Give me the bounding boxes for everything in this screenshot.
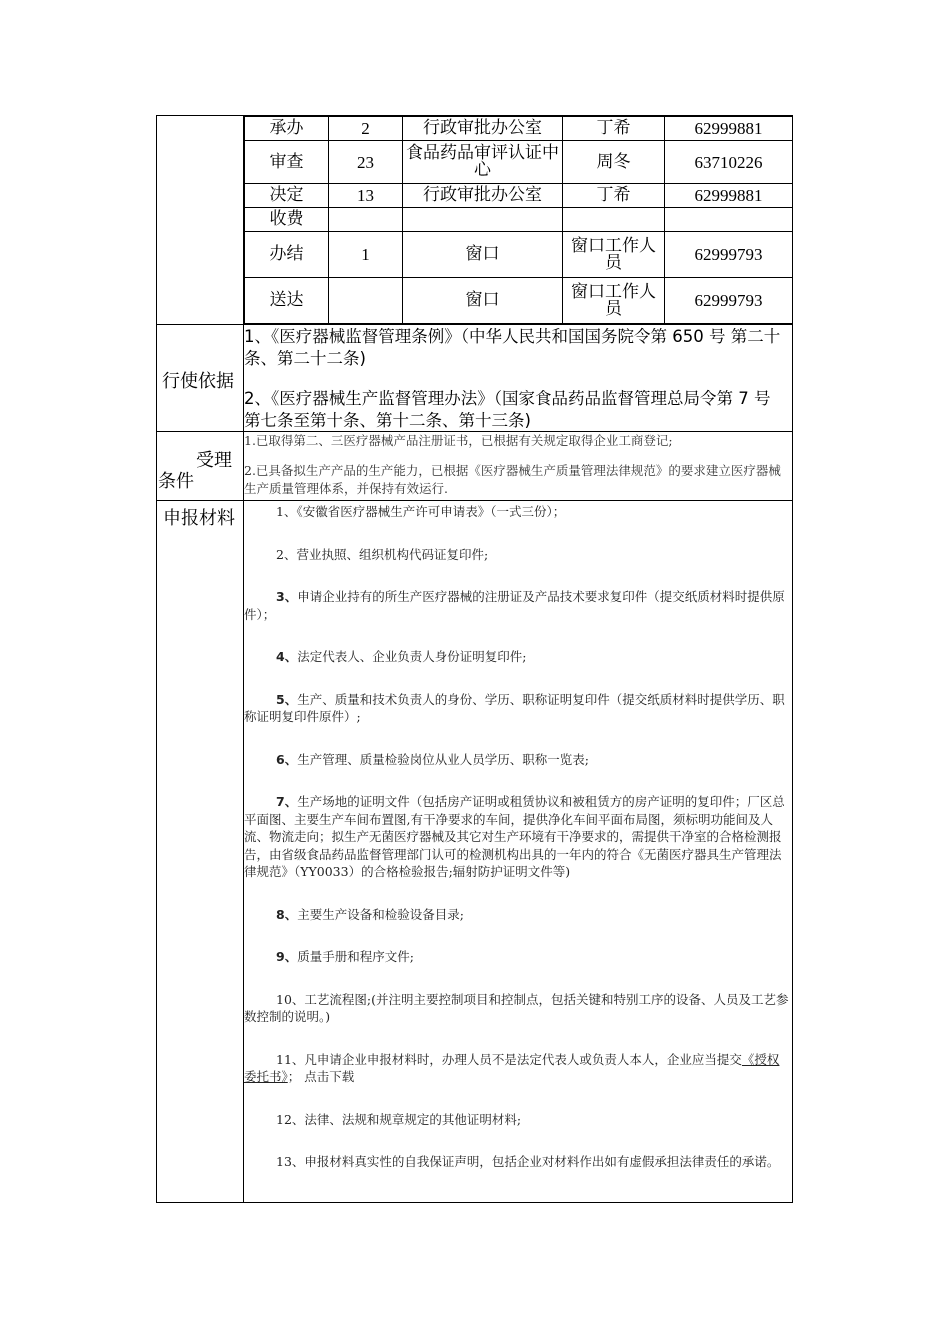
material-number: 2、 [276,546,297,562]
step-name: 办结 [245,232,329,278]
step-count: 23 [329,141,403,184]
step-department [403,208,563,232]
step-phone: 62999793 [665,232,793,278]
material-item [244,1051,790,1086]
step-name: 决定 [245,184,329,208]
material-text: 营业执照、组织机构代码证复印件; [296,546,489,562]
step-department: 食品药品审评认证中心 [403,141,563,184]
step-count [329,278,403,324]
material-text: 《安徽省医疗器械生产许可申请表》（一式三份）； [296,504,566,519]
material-number: 9、 [276,949,298,964]
condition-item: 1.已取得第二、三医疗器械产品注册证书，已根据有关规定取得企业工商登记; [244,433,673,448]
material-item [244,1111,790,1129]
step-count [329,208,403,232]
step-row [245,278,793,324]
materials-label: 申报材料 [163,508,235,529]
step-phone: 62999881 [665,184,793,208]
step-count: 13 [329,184,403,208]
step-person: 窗口工作人员 [563,278,665,324]
conditions-label-line1: 受理 [196,450,232,471]
basis-label: 行使依据 [162,371,234,392]
condition-item: 2.已具备拟生产产品的生产能力，已根据《医疗器械生产质量管理法律规范》的要求建立医疗器械生产质量管理体系，并保持有效运行. [244,463,781,496]
step-phone: 63710226 [665,141,793,184]
material-text: 生产、质量和技术负责人的身份、学历、职称证明复印件（提交纸质材料时提供学历、职称证明复印件原件）; [244,691,785,724]
material-number: 11、 [276,1051,305,1067]
download-hint[interactable]: ； 点击下载 [287,1069,355,1084]
material-item [244,991,790,1026]
material-text: 法律、法规和规章规定的其他证明材料; [304,1111,522,1127]
material-number: 6、 [276,751,298,767]
material-item [244,546,790,564]
material-item [244,751,790,769]
material-number: 10、 [276,991,305,1007]
material-number: 12、 [276,1111,305,1127]
step-person: 丁希 [563,117,665,141]
conditions-label-line2: 条件 [158,471,194,492]
material-item [244,793,790,881]
material-item [244,906,790,924]
step-person: 周冬 [563,141,665,184]
material-number: 5、 [276,691,298,707]
step-department: 行政审批办公室 [403,117,563,141]
step-name: 审查 [245,141,329,184]
step-phone: 62999793 [665,278,793,324]
material-text: 凡申请企业申报材料时，办理人员不是法定代表人或负责人本人，企业应当提交 [304,1051,742,1067]
material-text: 法定代表人、企业负责人身份证明复印件; [297,649,527,664]
step-row [245,141,793,184]
step-name: 收费 [245,208,329,232]
material-text: 质量手册和程序文件; [297,949,414,964]
basis-item: 1、《医疗器械监督管理条例》（中华人民共和国国务院令第 650 号 第二十条、第二十二条) [244,327,781,368]
step-row [245,232,793,278]
step-row [245,117,793,141]
step-count: 2 [329,117,403,141]
material-number: 7、 [276,794,298,809]
step-person: 窗口工作人员 [563,232,665,278]
material-item [244,948,790,966]
step-row [245,184,793,208]
step-person [563,208,665,232]
conditions-content [244,432,792,510]
step-person: 丁希 [563,184,665,208]
authorization-letter-link[interactable]: 《授权委托书》 [244,1051,780,1084]
material-item [244,503,790,521]
step-department: 窗口 [403,278,563,324]
steps-table [244,116,793,324]
step-name: 送达 [245,278,329,324]
material-number: 1、 [276,504,297,519]
step-name: 承办 [245,117,329,141]
material-item [244,691,790,726]
material-item [244,648,790,666]
material-number: 8、 [276,906,298,922]
material-text: 申请企业持有的所生产医疗器械的注册证及产品技术要求复印件（提交纸质材料时提供原件）； [244,589,785,622]
basis-item: 2、《医疗器械生产监督管理办法》（国家食品药品监督管理总局令第 7 号 第七条至第十条、第十二条、第十三条) [244,389,771,430]
material-item [244,588,790,623]
material-number: 3、 [276,589,298,604]
step-department: 窗口 [403,232,563,278]
materials-list [244,503,790,1196]
material-number: 4、 [276,649,298,664]
material-text: 生产场地的证明文件（包括房产证明或租赁协议和被租赁方的房产证明的复印件；厂区总平面图、主要生产车间布置图,有干净要求的车间，提供净化车间平面布局图，须标明功能间及人流、物流走向；拟生产无菌医疗器械及其它对生产环境有干净要求的，需提供干净室的合格检测报告，由省级食品药品监督管理部门认可的检测机构出具的一年内的符合《无菌医疗器具生产管理法律规范》（YY0033）的合格检验报告;辐射防护证明文件等) [244,794,785,879]
step-phone [665,208,793,232]
step-count: 1 [329,232,403,278]
material-text: 主要生产设备和检验设备目录; [297,906,464,922]
material-item [244,1153,790,1171]
row-divider [156,324,793,325]
step-department: 行政审批办公室 [403,184,563,208]
step-phone: 62999881 [665,117,793,141]
material-number: 13、 [276,1154,305,1169]
material-text: 生产管理、质量检验岗位从业人员学历、职称一览表; [297,751,589,767]
step-row [245,208,793,232]
material-text: 工艺流程图;(并注明主要控制项目和控制点，包括关键和特别工序的设备、人员及工艺参数控制的说明。) [244,991,789,1024]
material-text: 申报材料真实性的自我保证声明，包括企业对材料作出如有虚假承担法律责任的承诺。 [304,1154,780,1169]
